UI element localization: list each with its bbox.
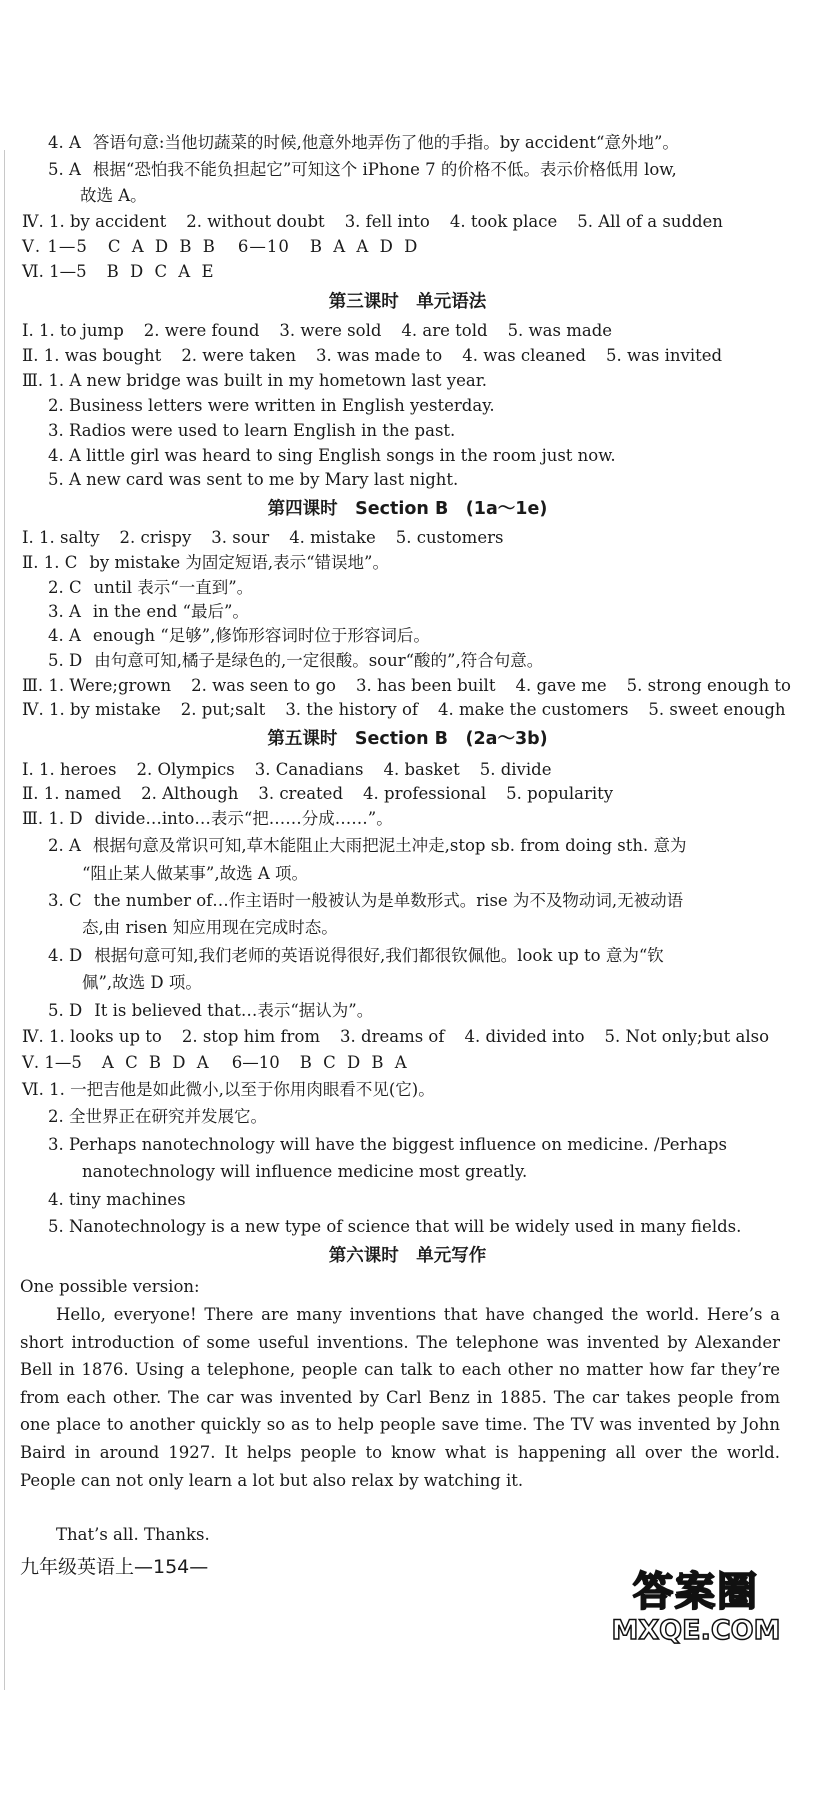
row-label: Ⅵ. 1—5 <box>22 262 87 281</box>
s5-vi-3-cont: nanotechnology will influence medicine most greatly. <box>82 1162 528 1181</box>
item-text: enough “足够”,修饰形容词时位于形容词后。 <box>92 626 430 645</box>
item-text: It is believed that…表示“据认为”。 <box>94 1001 374 1020</box>
answer: 2. were found <box>143 321 260 340</box>
s5-v-row <box>22 1052 410 1074</box>
s5-ii-row <box>22 783 613 805</box>
sec2-v-row <box>22 236 420 258</box>
item-text: divide…into…表示“把……分成……”。 <box>94 809 393 828</box>
s4-i-row <box>22 527 503 549</box>
essay-intro: One possible version: <box>20 1277 200 1296</box>
row-label: Ⅴ. 1—5 <box>22 237 88 256</box>
left-margin-rule <box>4 150 5 1690</box>
answer: 5. Not only;but also <box>604 1027 770 1046</box>
item-number: Ⅲ. 1. D <box>22 809 83 828</box>
answer: 3. has been built <box>355 676 496 695</box>
answer: 4. make the customers <box>438 700 629 719</box>
item-number: 2. A <box>48 836 81 855</box>
answer: 4. was cleaned <box>462 346 586 365</box>
heading-lesson-5: 第五课时 Section B (2a～3b) <box>267 729 548 749</box>
answer: 2. was seen to go <box>191 676 336 695</box>
item-number: 3. A <box>48 602 81 621</box>
s3-iii-5: 5. A new card was sent to me by Mary last night. <box>48 470 459 489</box>
answer: 3. dreams of <box>340 1027 445 1046</box>
item-number: 5. A <box>48 160 81 179</box>
item-number: 3. C <box>48 891 82 910</box>
s5-i-row <box>22 759 551 781</box>
answer: 4. basket <box>383 760 460 779</box>
s3-i-row <box>22 320 612 342</box>
answer: 5. All of a sudden <box>577 212 723 231</box>
answer: 3. the history of <box>285 700 418 719</box>
s4-ii-2 <box>48 577 253 599</box>
answer: 2. put;salt <box>180 700 266 719</box>
s5-iii-1 <box>22 808 393 830</box>
item-number: 2. C <box>48 578 82 597</box>
row-label: 6—10 <box>237 237 290 256</box>
row-label: Ⅱ. 1. named <box>22 784 122 803</box>
s4-ii-1 <box>22 552 389 574</box>
answer: B D C A E <box>106 262 217 281</box>
s3-iii-4: 4. A little girl was heard to sing English songs in the room just now. <box>48 446 616 465</box>
row-label: Ⅳ. 1. by mistake <box>22 700 161 719</box>
item-text: the number of…作主语时一般被认为是单数形式。rise 为不及物动词,无被动语 <box>93 891 684 910</box>
answer: 3. Canadians <box>254 760 364 779</box>
s5-vi-2: 2. 全世界正在研究并发展它。 <box>48 1107 267 1126</box>
s3-iii-3: 3. Radios were used to learn English in the past. <box>48 421 456 440</box>
answer: 4. are told <box>401 321 488 340</box>
s4-ii-4 <box>48 625 430 647</box>
s5-iii-3-cont: 态,由 risen 知应用现在完成时态。 <box>82 918 338 937</box>
s5-vi-1: Ⅵ. 1. 一把吉他是如此微小,以至于你用肉眼看不见(它)。 <box>22 1080 435 1099</box>
s5-iii-2 <box>48 835 687 857</box>
answer: B A A D D <box>309 237 421 256</box>
row-label: Ⅰ. 1. heroes <box>22 760 117 779</box>
watermark-logo <box>585 1568 807 1648</box>
answer: 2. Olympics <box>136 760 235 779</box>
row-label: Ⅰ. 1. salty <box>22 528 100 547</box>
answer: 2. were taken <box>181 346 296 365</box>
row-label: Ⅲ. 1. Were;grown <box>22 676 172 695</box>
item-text: 答语句意:当他切蔬菜的时候,他意外地弄伤了他的手指。by accident“意外地”。 <box>92 133 679 152</box>
s5-iii-5 <box>48 1000 373 1022</box>
item-text: until 表示“一直到”。 <box>93 578 254 597</box>
top-item-5 <box>48 159 677 181</box>
answer: 2. crispy <box>119 528 192 547</box>
essay-paragraph: Hello, everyone! There are many inventions that have changed the world. Here’s a short introduction of some useful inventions. The telephone was invented by Alexander Bell in 1876. Using a telephone, people can talk to each other no matter how far they’re from each other. The car was invented by Carl Benz in 1885. The car takes people from one place to another quickly so as to help people save time. The TV was invented by John Baird in around 1927. It helps people to know what is happening all over the world. People can not only learn a lot but also relax by watching it. <box>20 1305 780 1490</box>
watermark-url: MXQE.COM <box>611 1615 781 1646</box>
item-text: 根据句意可知,我们老师的英语说得很好,我们都很钦佩他。look up to 意为“钦 <box>94 946 664 965</box>
s4-ii-3 <box>48 601 249 623</box>
answer: 5. strong enough to <box>626 676 791 695</box>
page-footer: 九年级英语上—154— <box>20 1556 209 1578</box>
answer: B C D B A <box>299 1053 410 1072</box>
answer: A C B D A <box>101 1053 212 1072</box>
answer: 5. customers <box>395 528 504 547</box>
row-label: Ⅴ. 1—5 <box>22 1053 82 1072</box>
essay-closing: That’s all. Thanks. <box>56 1525 210 1544</box>
row-label: Ⅳ. 1. looks up to <box>22 1027 162 1046</box>
s5-iii-2-cont: “阻止某人做某事”,故选 A 项。 <box>82 864 309 883</box>
answer: 5. was invited <box>605 346 723 365</box>
row-label: 6—10 <box>231 1053 280 1072</box>
heading-lesson-6: 第六课时 单元写作 <box>328 1246 487 1266</box>
answer: 4. mistake <box>289 528 376 547</box>
s5-iv-row <box>22 1026 769 1048</box>
answer: 3. sour <box>211 528 270 547</box>
answer: 3. fell into <box>344 212 430 231</box>
answer: 4. divided into <box>464 1027 585 1046</box>
item-number: 4. D <box>48 946 83 965</box>
answer: 4. gave me <box>515 676 607 695</box>
s4-ii-5 <box>48 650 543 672</box>
s4-iv-row <box>22 699 786 721</box>
row-label: Ⅰ. 1. to jump <box>22 321 124 340</box>
answer: 2. Although <box>141 784 239 803</box>
s5-iii-3 <box>48 890 683 912</box>
answer: 3. created <box>258 784 344 803</box>
s3-iii-1: Ⅲ. 1. A new bridge was built in my hometown last year. <box>22 371 488 390</box>
row-label: Ⅳ. 1. by accident <box>22 212 167 231</box>
item-number: 4. A <box>48 133 81 152</box>
answer: 5. divide <box>479 760 552 779</box>
s4-iii-row <box>22 675 791 697</box>
item-number: 5. D <box>48 1001 83 1020</box>
answer: C A D B B <box>107 237 218 256</box>
answer: 5. popularity <box>506 784 614 803</box>
answer: 5. was made <box>507 321 613 340</box>
s5-iii-4 <box>48 945 664 967</box>
item-number: Ⅱ. 1. C <box>22 553 78 572</box>
heading-lesson-3: 第三课时 单元语法 <box>328 292 487 312</box>
answer: 4. professional <box>363 784 487 803</box>
answer: 5. sweet enough <box>648 700 786 719</box>
answer: 4. took place <box>449 212 558 231</box>
item-text: by mistake 为固定短语,表示“错误地”。 <box>89 553 389 572</box>
sec2-vi-row <box>22 261 217 283</box>
answer: 2. stop him from <box>181 1027 321 1046</box>
item-number: 5. D <box>48 651 83 670</box>
s3-ii-row <box>22 345 722 367</box>
item-text: 故选 A。 <box>80 186 147 205</box>
s5-iii-4-cont: 佩”,故选 D 项。 <box>82 973 202 992</box>
item-text: 根据“恐怕我不能负担起它”可知这个 iPhone 7 的价格不低。表示价格低用 low, <box>92 160 677 179</box>
s5-vi-4: 4. tiny machines <box>48 1190 186 1209</box>
answer: 3. were sold <box>279 321 382 340</box>
s5-vi-3: 3. Perhaps nanotechnology will have the biggest influence on medicine. /Perhaps <box>48 1135 727 1154</box>
s3-iii-2: 2. Business letters were written in English yesterday. <box>48 396 495 415</box>
row-label: Ⅱ. 1. was bought <box>22 346 162 365</box>
top-item-4 <box>48 132 679 154</box>
top-item-5-cont <box>80 185 147 207</box>
answer: 2. without doubt <box>186 212 325 231</box>
heading-lesson-4: 第四课时 Section B (1a～1e) <box>267 499 548 519</box>
item-text: 由句意可知,橘子是绿色的,一定很酸。sour“酸的”,符合句意。 <box>94 651 544 670</box>
sec2-iv-row <box>22 211 723 233</box>
s5-vi-5: 5. Nanotechnology is a new type of science that will be widely used in many fields. <box>48 1217 742 1236</box>
answer: 3. was made to <box>315 346 443 365</box>
item-text: in the end “最后”。 <box>92 602 249 621</box>
item-text: 根据句意及常识可知,草木能阻止大雨把泥土冲走,stop sb. from doing sth. 意为 <box>92 836 687 855</box>
item-number: 4. A <box>48 626 81 645</box>
watermark-title: 答案圈 <box>633 1569 759 1615</box>
